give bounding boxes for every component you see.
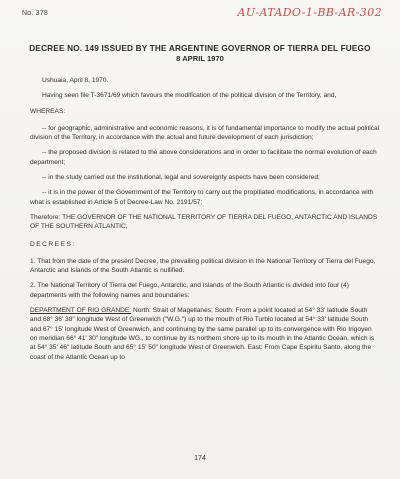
handwritten-reference: AU-ATADO-1-BB-AR-302 bbox=[237, 6, 382, 19]
whereas-clause-4: -- it is in the power of the Government of the Territory to carry out the propitiated modifications, in accordance with what is established in Article 5 of Decree-Law No. 2191/57; bbox=[30, 189, 374, 206]
therefore-paragraph: Therefore: THE GOVERNOR OF THE NATIONAL TERRITORY OF TIERRA DEL FUEGO, ANTARCTIC AND ISLANDS OF THE SOUTHERN ATLANTIC, bbox=[30, 213, 378, 231]
decree-article-2: 2. The National Territory of Tierra del Fuego, Antarctic, and Islands of the South Atlantic is divided into four (4) departments with the following names and boundaries: bbox=[30, 282, 349, 299]
page-number: 174 bbox=[194, 455, 206, 462]
rio-grande-label: DEPARTMENT OF RIO GRANDE: bbox=[30, 307, 132, 315]
opening-having-seen: Having seen file T-3671/69 which favours the modification of the political division of the Territory, and, bbox=[42, 92, 337, 100]
decree-article-1: 1. That from the date of the present Decree, the prevailing political division in the National Territory of Tierra del Fuego, Antarctic and Islands of the South Atlantic is nullified. bbox=[30, 257, 376, 275]
rio-grande-paragraph bbox=[30, 306, 380, 362]
whereas-clause-2: -- the proposed division is related to the above considerations and in order to facilitate the normal evolution of each department; bbox=[30, 149, 377, 166]
whereas-heading: WHEREAS: bbox=[30, 107, 66, 115]
document-title: DECREE NO. 149 ISSUED BY THE ARGENTINE GOVERNOR OF TIERRA DEL FUEGO bbox=[29, 44, 371, 53]
document-date: 8 APRIL 1970 bbox=[176, 54, 224, 63]
decrees-heading: DECREES: bbox=[30, 240, 76, 248]
whereas-clause-3: -- in the study carried out the institutional, legal and sovereignty aspects have been considered; bbox=[42, 174, 320, 182]
opening-place: Ushuaia, April 8, 1970. bbox=[42, 77, 109, 84]
whereas-clause-1: -- for geographic, administrative and economic reasons, it is of fundamental importance to modify the actual political division of the Territory, in accordance with the actual and future development of each jurisdiction; bbox=[30, 124, 380, 142]
document-body bbox=[30, 76, 380, 368]
page-label: No. 378 bbox=[22, 10, 48, 17]
rio-grande-text: North: Strait of Magellanes; South: From a point located at 54° 33' latitude South and 68° 36' 38" longitude West of Greenwich ("W.G.") up to the mouth of Rio Turbio located at 54° 33' latitude South and 67° 15' longitude West of Greenwich, and continuing by the same parallel up to its convergence with Rio Irigoyen on meridian 66° 41' 30" longitude WG., to continue by its northern shore up to its mouth in the Atlantic Ocean, which is at 54° 35' 46" latitude South and 65° 15' 50" longitude West of Greenwich. East: From Cape Espiritu Santo, along the coast of the Atlantic Ocean up to bbox=[30, 307, 375, 361]
